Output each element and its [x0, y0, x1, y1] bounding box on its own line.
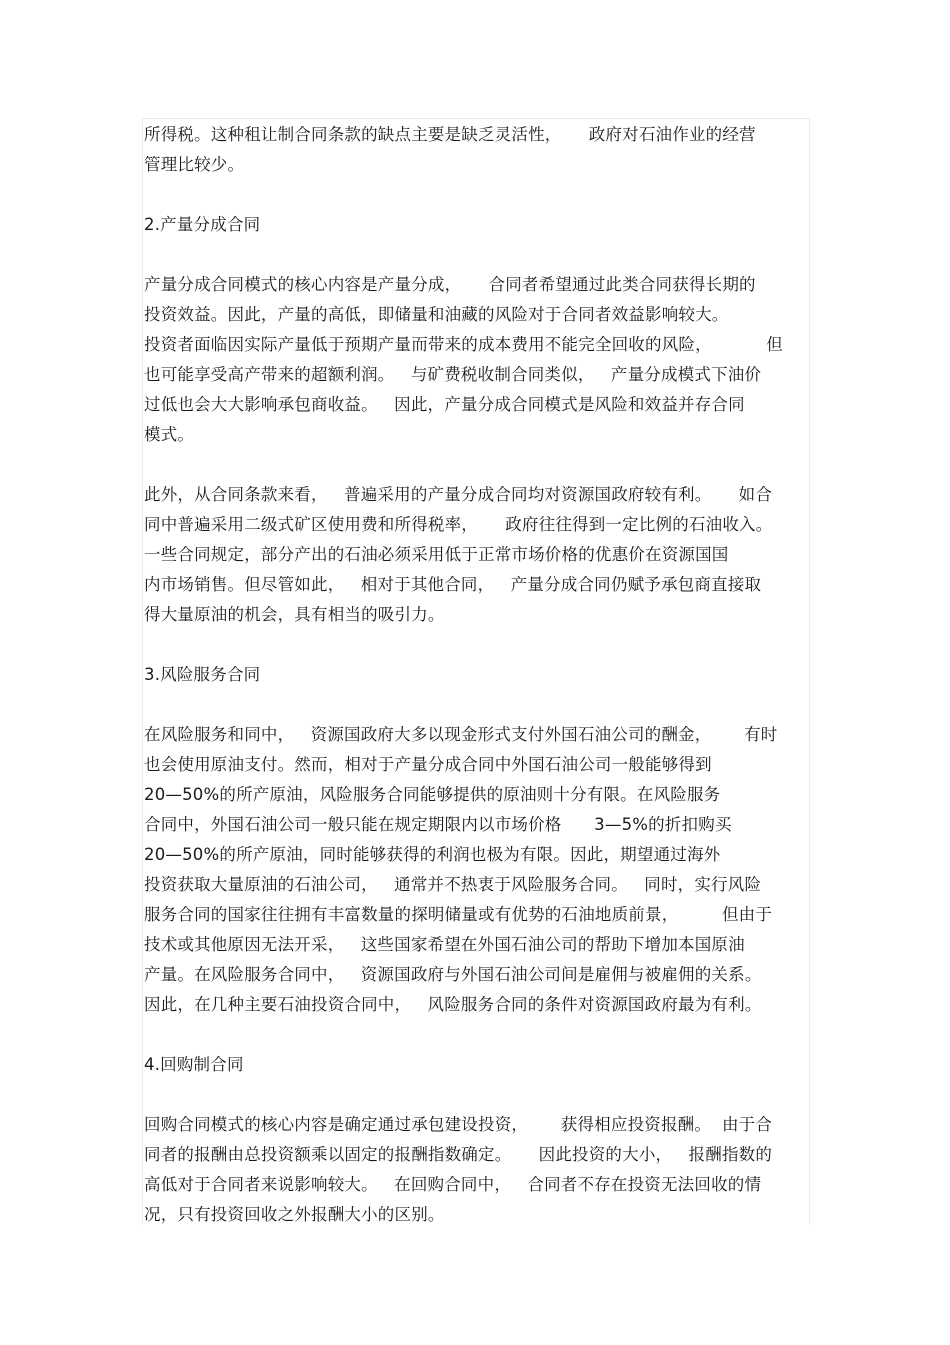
document-body: [144, 120, 806, 1230]
text-line: 投资者面临因实际产量低于预期产量而带来的成本费用不能完全回收的风险， 但: [144, 335, 783, 354]
text-line: 服务合同的国家往往拥有丰富数量的探明储量或有优势的石油地质前景， 但由于: [144, 905, 773, 924]
text-line: 所得税。这种租让制合同条款的缺点主要是缺乏灵活性， 政府对石油作业的经营: [144, 125, 756, 144]
text-line: 20—50%的所产原油，风险服务合同能够提供的原油则十分有限。在风险服务: [144, 785, 721, 804]
text-line: 回购合同模式的核心内容是确定通过承包建设投资， 获得相应投资报酬。 由于合: [144, 1115, 773, 1134]
text-line: 产量。在风险服务合同中， 资源国政府与外国石油公司间是雇佣与被雇佣的关系。: [144, 965, 762, 984]
text-line: 此外，从合同条款来看， 普遍采用的产量分成合同均对资源国政府较有利。 如合: [144, 485, 773, 504]
text-line: 得大量原油的机会，具有相当的吸引力。: [144, 605, 445, 624]
text-line: 技术或其他原因无法开采， 这些国家希望在外国石油公司的帮助下增加本国原油: [144, 935, 745, 954]
text-line: 况，只有投资回收之外报酬大小的区别。: [144, 1205, 445, 1224]
text-line: 高低对于合同者来说影响较大。 在回购合同中， 合同者不存在投资无法回收的情: [144, 1175, 762, 1194]
text-line: 产量分成合同模式的核心内容是产量分成， 合同者希望通过此类合同获得长期的: [144, 275, 756, 294]
section-heading: 3.风险服务合同: [144, 665, 261, 684]
section-heading: 2.产量分成合同: [144, 215, 261, 234]
text-line: 也会使用原油支付。然而，相对于产量分成合同中外国石油公司一般能够得到: [144, 755, 712, 774]
text-line: 投资获取大量原油的石油公司， 通常并不热衷于风险服务合同。 同时，实行风险: [144, 875, 762, 894]
text-line: 同中普遍采用二级式矿区使用费和所得税率， 政府往往得到一定比例的石油收入。: [144, 515, 773, 534]
text-line: 一些合同规定，部分产出的石油必须采用低于正常市场价格的优惠价在资源国国: [144, 545, 729, 564]
text-line: 内市场销售。但尽管如此， 相对于其他合同， 产量分成合同仍赋予承包商直接取: [144, 575, 762, 594]
text-line: 投资效益。因此，产量的高低，即储量和油藏的风险对于合同者效益影响较大。: [144, 305, 729, 324]
text-line: 过低也会大大影响承包商收益。 因此，产量分成合同模式是风险和效益并存合同: [144, 395, 745, 414]
text-line: 20—50%的所产原油，同时能够获得的利润也极为有限。因此，期望通过海外: [144, 845, 721, 864]
text-line: 因此，在几种主要石油投资合同中， 风险服务合同的条件对资源国政府最为有利。: [144, 995, 762, 1014]
text-line: 管理比较少。: [144, 155, 245, 174]
text-line: 合同中，外国石油公司一般只能在规定期限内以市场价格 3—5%的折扣购买: [144, 815, 732, 834]
text-line: 也可能享受高产带来的超额利润。 与矿费税收制合同类似， 产量分成模式下油价: [144, 365, 762, 384]
section-heading: 4.回购制合同: [144, 1055, 244, 1074]
text-line: 模式。: [144, 425, 195, 444]
text-line: 同者的报酬由总投资额乘以固定的报酬指数确定。 因此投资的大小， 报酬指数的: [144, 1145, 773, 1164]
text-line: 在风险服务和同中， 资源国政府大多以现金形式支付外国石油公司的酬金， 有时: [144, 725, 778, 744]
